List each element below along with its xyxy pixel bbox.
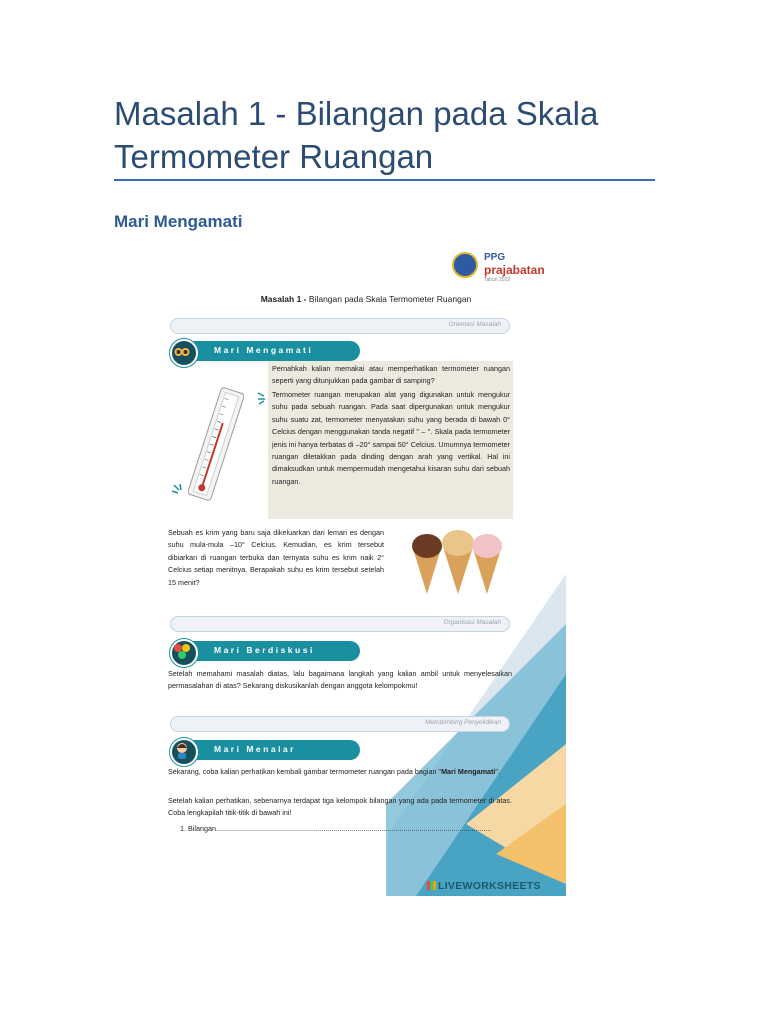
watermark-text: LIVEWORKSHEETS [438,880,541,892]
band-membimbing-label: Membimbing Penyelidikan [425,719,501,726]
band-organisasi-label: Organisasi Masalah [443,619,501,626]
section-bar-berdiskusi [188,641,360,661]
worksheet-title [166,294,566,304]
sparkle-icon-2 [256,390,272,406]
menalar-paragraph-2: Setelah kalian perhatikan, sebenarnya terdapat tiga kelompok bilangan yang ada pada termometer di atas. Coba lengkapilah titik-titik di bawah ini! [168,796,512,818]
binoculars-icon [170,339,198,367]
liveworksheets-logo-icon [427,881,436,890]
band-orientasi [170,318,510,334]
logo-brand: PPG [484,252,506,263]
ppg-logo [452,250,562,284]
worksheet-title-rest: Bilangan pada Skala Termometer Ruangan [308,294,472,304]
thermometer-illustration [188,382,244,506]
section-label-mengamati: Mari Mengamati [214,345,314,355]
note-paragraph-2: Termometer ruangan merupakan alat yang digunakan untuk mengukur suhu pada sebuah ruangan. Pada saat dipergunakan untuk mengukur suhu suatu zat, termometer menyatakan suhu yang berada di bawah 0° Celcius dengan menggunakan tanda negatif " – ". Skala pada termometer jenis ini hanya terbatas di –20° sampai 50° Celcius. Umumnya termometer ruangan diletakkan pada dinding dengan arah yang vertikal. Hal ini dimaksudkan untuk mempermudah mengetahui kisaran suhu dari sebuah ruangan. [272,390,510,486]
band-organisasi [170,616,510,632]
logo-year: Tahun 2022 [484,277,511,283]
university-seal-icon [452,252,478,278]
logo-name: prajabatan [484,263,545,277]
icecream-illustration [402,522,512,594]
section-heading: Mari Mengamati [114,212,243,231]
list-item-1: 1. Bilangan.......................................................................................................................................... [180,824,492,833]
thinking-person-icon [170,738,198,766]
section-bar-mengamati [188,341,360,361]
section-label-berdiskusi: Mari Berdiskusi [214,645,315,655]
liveworksheets-watermark [427,880,541,892]
worksheet-image [166,244,566,896]
note-paragraph-1: Pernahkah kalian memakai atau memperhatikan termometer ruangan seperti yang ditunjukkan pada gambar di samping? [272,364,510,386]
band-orientasi-label: Orientasi Masalah [448,321,501,328]
menalar-text-c: ". [495,767,500,776]
discussion-icon [170,639,198,667]
worksheet-title-bold: Masalah 1 - [260,294,307,304]
sparkle-icon [170,482,188,500]
title-divider [114,179,655,181]
menalar-text-a: Sekarang, coba kalian perhatikan kembali gambar termometer ruangan pada bagian " [168,767,442,776]
section-bar-menalar [188,740,360,760]
menalar-text-bold: Mari Mengamati [441,767,496,776]
icecream-problem-text: Sebuah es krim yang baru saja dikeluarkan dari lemari es dengan suhu mula-mula –10° Celcius. Kemudian, es krim tersebut dibiarkan di ruangan terbuka dan ternyata suhu es krim naik 2° Celcius setiap menitnya. Berapakah suhu es krim tersebut setelah 15 menit? [168,528,384,587]
menalar-paragraph-1 [168,766,512,778]
band-membimbing [170,716,510,732]
berdiskusi-text: Setelah memahami masalah diatas, lalu bagaimana langkah yang kalian ambil untuk menyelesaikan permasalahan di atas? Sekarang diskusikanlah dengan anggota kelompokmu! [168,669,512,691]
page-title: Masalah 1 - Bilangan pada Skala Termometer Ruangan [114,95,599,175]
section-label-menalar: Mari Menalar [214,744,296,754]
